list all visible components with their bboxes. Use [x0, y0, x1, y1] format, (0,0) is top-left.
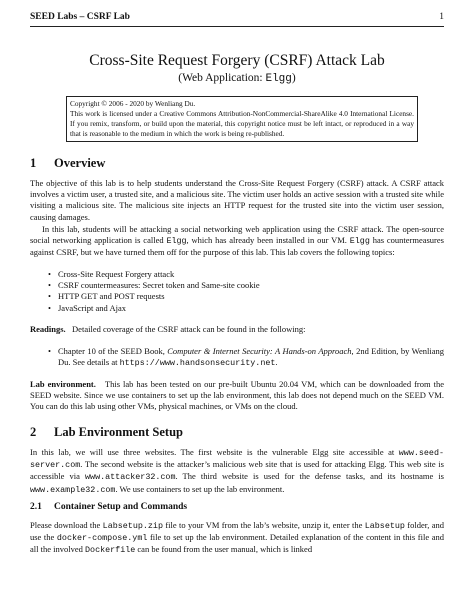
- section-number: 1: [30, 156, 37, 170]
- setup-text-a: In this lab, we will use three websites. The first website is the vulnerable Elgg site accessible at: [30, 447, 399, 457]
- readings-text: Detailed coverage of the CSRF attack can be found in the following:: [72, 324, 306, 334]
- running-header: [30, 12, 444, 25]
- readings-text-wrap: [30, 324, 444, 335]
- list-item: [44, 303, 444, 314]
- bullet-icon: •: [48, 346, 51, 356]
- url-example32[interactable]: www.example32.com: [30, 484, 116, 495]
- folder-labsetup: Labsetup: [364, 521, 405, 531]
- topics-list: [44, 269, 444, 314]
- bullet-icon: •: [48, 269, 51, 279]
- subtitle-app: Elgg: [265, 73, 292, 85]
- bullet-icon: •: [48, 280, 51, 291]
- labenv-text-wrap: [30, 379, 444, 413]
- chapter-text-post: , 2nd Edition, by Wenliang Du. See details at: [58, 346, 444, 368]
- overview-text-2b: , which has already been installed in our VM.: [186, 235, 350, 246]
- readings-list: [44, 346, 444, 369]
- container-text-b: file to your VM from the lab’s website, unzip it, enter the: [162, 520, 365, 530]
- overview-text-2c: has countermeasures against CSRF, but we have turned them off for the purpose of this lab. This lab covers the following topics:: [30, 235, 444, 258]
- copyright-line: Copyright © 2006 - 2020 by Wenliang Du.: [70, 99, 196, 108]
- section-title: Overview: [54, 156, 106, 170]
- section-number: 2: [30, 425, 37, 439]
- url-seed-server[interactable]: www.seed-server.com: [30, 448, 444, 471]
- subsection-title: Container Setup and Commands: [54, 502, 188, 512]
- topic-text: HTTP GET and POST requests: [58, 291, 165, 302]
- document-title: Cross-Site Request Forgery (CSRF) Attack Lab: [89, 52, 385, 69]
- list-item: [44, 346, 444, 369]
- setup-text-b: . The second website is the attacker’s malicious web site that is used for attacking Elgg. This web site is accessible via: [30, 459, 444, 482]
- container-setup-text: [30, 520, 444, 557]
- url-attacker32[interactable]: www.attacker32.com: [85, 472, 176, 483]
- overview-text-2: [30, 224, 444, 259]
- labenv-text: This lab has been tested on our pre-built Ubuntu 20.04 VM, which can be downloaded from the SEED website. Since we use containers to set up the lab environment, this lab does not depend much on the SEED VM. You can do this lab using other VMs, physical machines, or VMs on the cloud.: [30, 379, 444, 412]
- copyright-box: [66, 96, 418, 142]
- subtitle-suffix: ): [291, 72, 296, 84]
- book-url-link[interactable]: https://www.handsonsecurity.net: [119, 358, 276, 369]
- readings-paragraph: [30, 324, 444, 335]
- section-heading-overview: [30, 156, 105, 171]
- overview-paragraph-1: [30, 178, 444, 223]
- book-title: Computer & Internet Security: A Hands-on Approach: [167, 346, 352, 356]
- readings-label: Readings.: [30, 324, 66, 334]
- elgg-code-1: Elgg: [166, 236, 187, 247]
- list-item: [44, 280, 444, 291]
- header-rule: [30, 26, 444, 27]
- file-dockerfile: Dockerfile: [85, 545, 136, 556]
- page-number: 1: [439, 12, 444, 22]
- labenv-label: Lab environment.: [30, 379, 96, 389]
- header-title: SEED Labs – CSRF Lab: [30, 12, 130, 22]
- lab-setup-text: [30, 447, 444, 496]
- list-item: [44, 291, 444, 302]
- lab-environment-paragraph: [30, 379, 444, 413]
- container-text-d: file to set up the lab environment. Detailed explanation of the content in this file and all the involved: [30, 532, 445, 555]
- overview-text-1: The objective of this lab is to help students understand the Cross-Site Request Forgery (CSRF) attack. A CSRF attack involves a victim user, a trusted site, and a malicious site. The victim user holds an active session with a trusted site while visiting a malicious site. The malicious site injects an HTTP request for the trusted site into the victim user session, causing damages.: [30, 178, 444, 222]
- container-setup-paragraph: [30, 520, 444, 557]
- setup-text-d: . We use containers to set up the lab environment.: [115, 483, 285, 494]
- bullet-icon: •: [48, 291, 51, 302]
- overview-text-2a: In this lab, students will be attacking a social networking web application using the CSRF attack. The open-source social networking application is called: [30, 224, 444, 246]
- license-text: This work is licensed under a Creative Commons Attribution-NonCommercial-ShareAlike 4.0 International License. If you remix, transform, or build upon the material, this copyright notice must be left intact, or reproduced in a way that is reasonable to the medium in which the work is being re-published.: [70, 108, 414, 138]
- overview-paragraph-2: [30, 224, 444, 259]
- file-docker-compose: docker-compose.yml: [56, 533, 148, 544]
- chapter-text-end: .: [275, 357, 278, 368]
- subtitle-prefix: (Web Application:: [178, 72, 266, 84]
- topic-text: CSRF countermeasures: Secret token and Same-site cookie: [58, 280, 260, 291]
- file-labsetup-zip: Labsetup.zip: [102, 521, 163, 531]
- container-text-e: can be found from the user manual, which is linked: [135, 544, 313, 555]
- elgg-code-2: Elgg: [349, 236, 370, 247]
- document-subtitle: [0, 72, 474, 85]
- subsection-heading-container-setup: [30, 502, 187, 512]
- section-heading-lab-setup: [30, 425, 183, 440]
- container-text-a: Please download the: [30, 520, 103, 530]
- lab-setup-paragraph: [30, 447, 444, 496]
- list-item: [44, 269, 444, 280]
- bullet-icon: •: [48, 302, 51, 313]
- container-text-c: folder, and use the: [30, 520, 445, 543]
- subsection-number: 2.1: [30, 502, 42, 512]
- chapter-text-pre: Chapter 10 of the SEED Book,: [58, 346, 168, 356]
- topic-text: JavaScript and Ajax: [58, 302, 126, 313]
- section-title: Lab Environment Setup: [54, 425, 183, 439]
- topic-text: Cross-Site Request Forgery attack: [58, 269, 175, 279]
- setup-text-c: . The third website is used for the defense tasks, and its hostname is: [175, 471, 444, 482]
